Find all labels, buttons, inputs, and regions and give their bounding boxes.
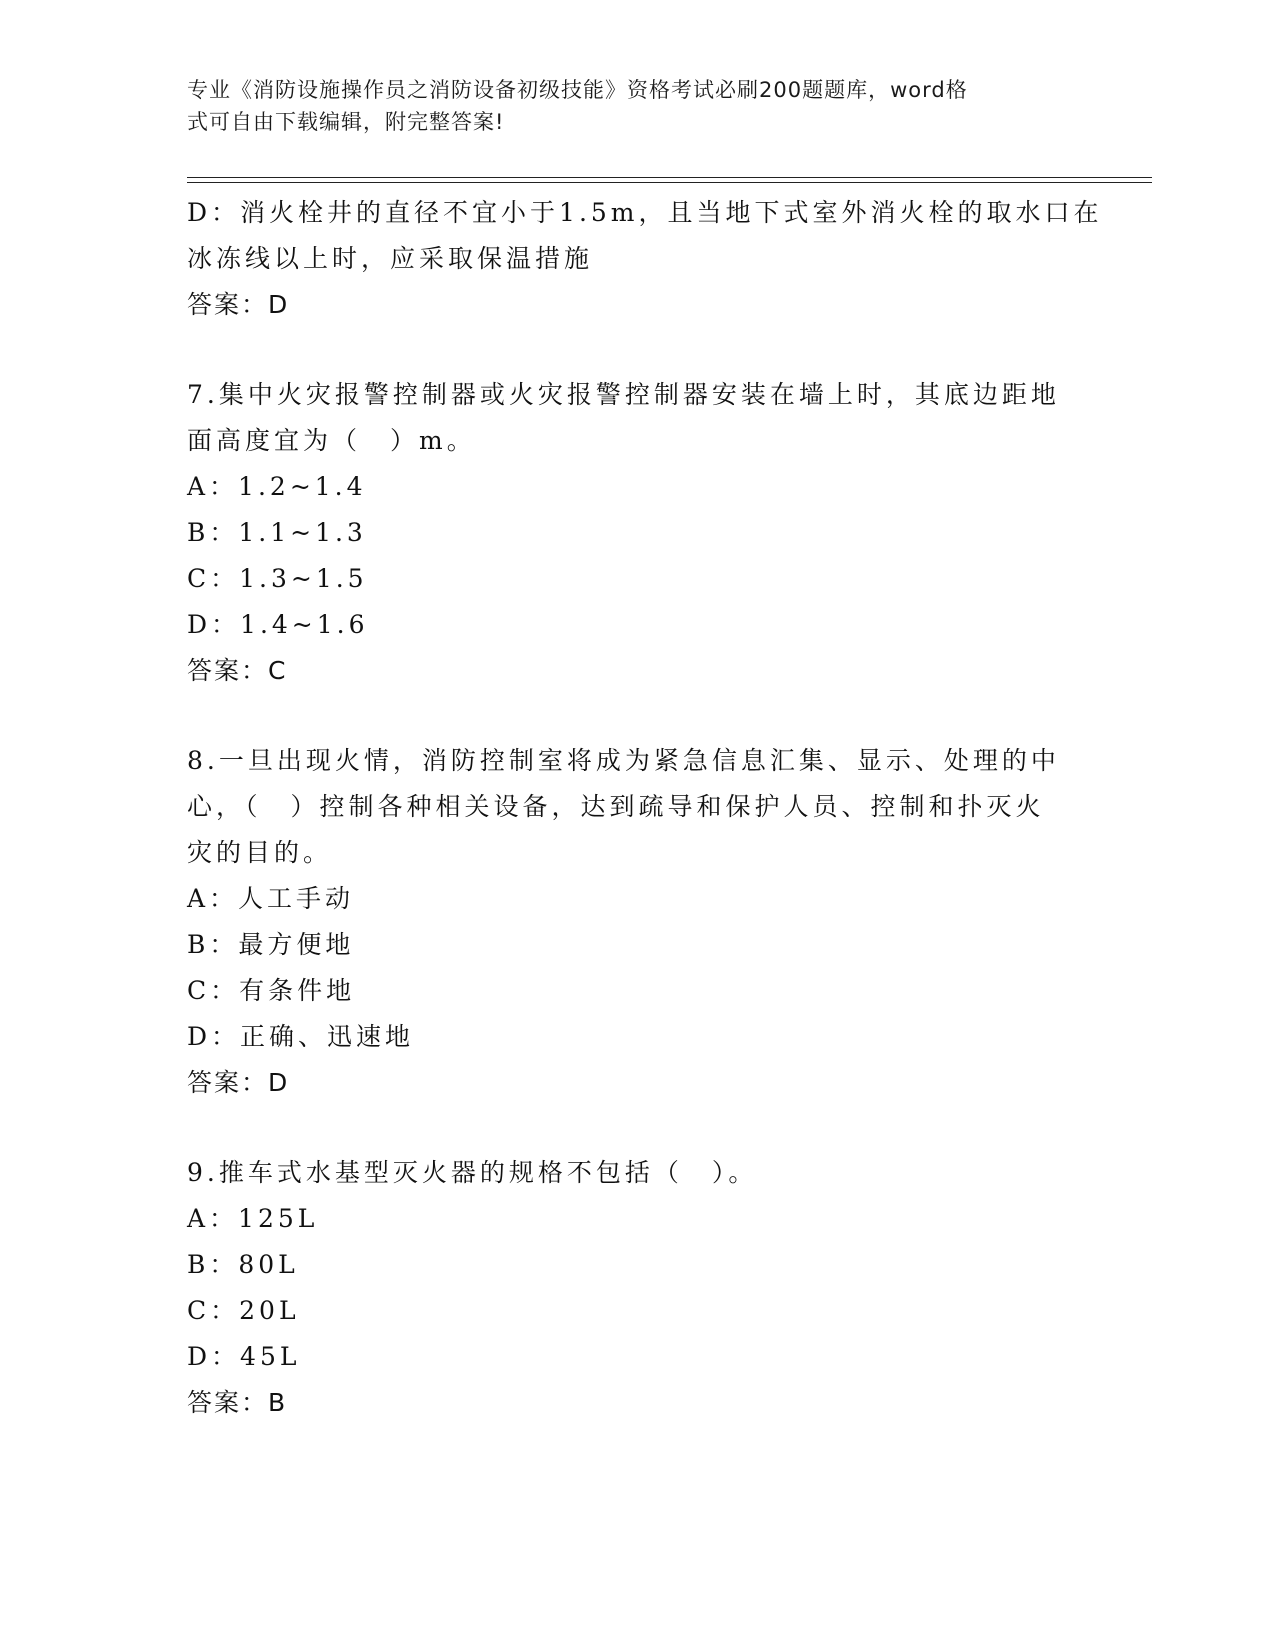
- spacer: [187, 1106, 1087, 1150]
- option-d: D：45L: [187, 1342, 301, 1371]
- question-stem-line: 8.一旦出现火情，消防控制室将成为紧急信息汇集、显示、处理的中: [187, 746, 1060, 775]
- question-9: [187, 1150, 1087, 1426]
- question-list: [187, 190, 1103, 1426]
- option-d: D：正确、迅速地: [187, 1022, 415, 1051]
- option-a: A：125L: [187, 1204, 319, 1233]
- question-stem-line: 心，（ ）控制各种相关设备，达到疏导和保护人员、控制和扑灭火: [187, 792, 1045, 821]
- answer-line: 答案：D: [187, 290, 290, 319]
- spacer: [187, 328, 1087, 372]
- option-a: A：1.2~1.4: [187, 472, 367, 501]
- answer-line: 答案：B: [187, 1388, 288, 1417]
- header-rule-bottom: [187, 182, 1152, 183]
- option-c: C：20L: [187, 1296, 300, 1325]
- option-d: D：1.4~1.6: [187, 610, 369, 639]
- answer-line: 答案：C: [187, 656, 288, 685]
- header-line-1: 专业《消防设施操作员之消防设备初级技能》资格考试必刷200题题库，word格: [187, 78, 968, 102]
- question-stem-line: 面高度宜为（ ）m。: [187, 426, 476, 455]
- answer-line: 答案：D: [187, 1068, 290, 1097]
- option-b: B：最方便地: [187, 930, 355, 959]
- spacer: [187, 694, 1087, 738]
- option-c: C：有条件地: [187, 976, 356, 1005]
- option-text-line: 冰冻线以上时，应采取保温措施: [187, 244, 594, 273]
- question-stem-line: 7.集中火灾报警控制器或火灾报警控制器安装在墙上时，其底边距地: [187, 380, 1060, 409]
- question-8: [187, 738, 1087, 1106]
- question-6-tail: [187, 190, 1103, 328]
- option-c: C：1.3~1.5: [187, 564, 368, 593]
- header-line-2: 式可自由下载编辑，附完整答案!: [187, 110, 505, 134]
- question-stem-line: 灾的目的。: [187, 838, 333, 867]
- question-stem-line: 9.推车式水基型灭火器的规格不包括（ ）。: [187, 1158, 758, 1187]
- question-7: [187, 372, 1087, 694]
- header-rule-top: [187, 177, 1152, 178]
- document-header: [187, 74, 1067, 138]
- option-b: B：1.1~1.3: [187, 518, 367, 547]
- option-a: A：人工手动: [187, 884, 355, 913]
- option-text-line: D：消火栓井的直径不宜小于1.5m，且当地下式室外消火栓的取水口在: [187, 198, 1103, 227]
- option-b: B：80L: [187, 1250, 299, 1279]
